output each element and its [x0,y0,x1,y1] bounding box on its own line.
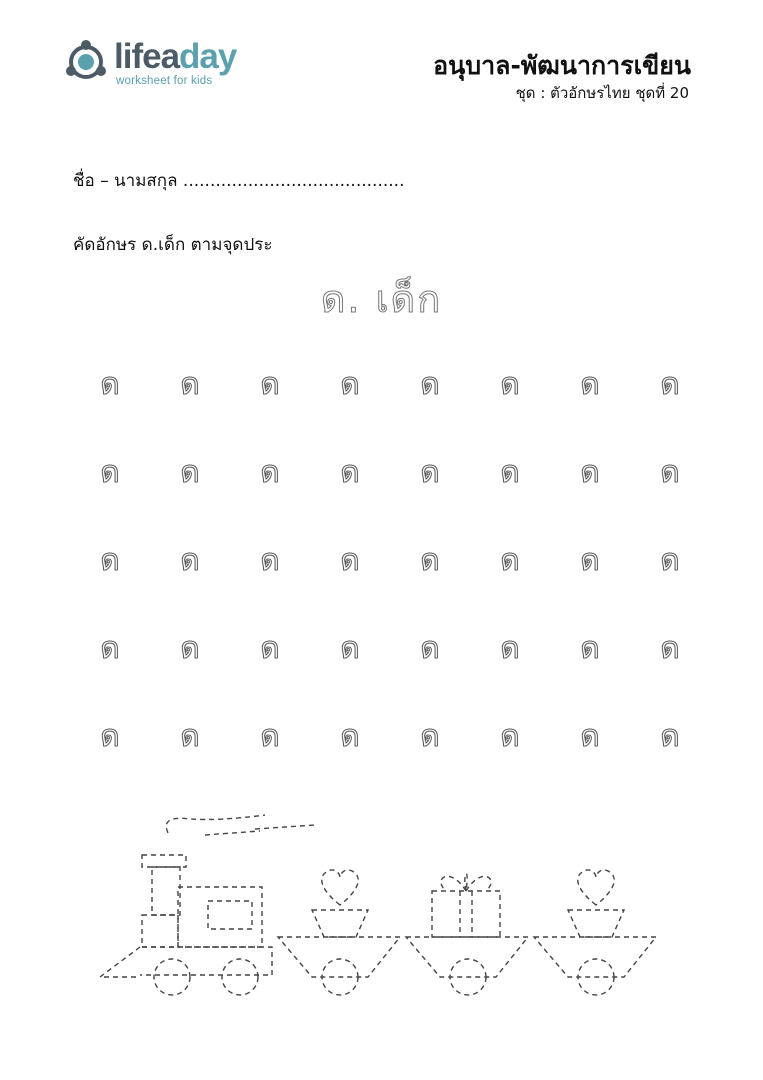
trace-letter: ด [420,543,440,578]
trace-row [70,707,710,795]
trace-letter: ด [180,543,200,578]
trace-letter: ด [580,719,600,754]
trace-row [70,355,710,443]
trace-letter: ด [500,631,520,666]
trace-letter: ด [580,455,600,490]
trace-letter: ด [580,631,600,666]
wagon-heart-2-icon [534,870,656,995]
trace-letter: ด [340,367,360,402]
trace-letter: ด [660,631,680,666]
trace-row [70,443,710,531]
trace-letter: ด [420,455,440,490]
worksheet-title: อนุบาล-พัฒนาการเขียน [433,51,691,80]
sample-letter-word: ด. เด็ก [320,277,443,321]
trace-letter: ด [340,543,360,578]
trace-letter: ด [500,719,520,754]
trace-letter: ด [260,719,280,754]
trace-row [70,531,710,619]
trace-letter: ด [180,631,200,666]
logo-mark-icon [62,38,110,86]
lifeaday-logo [62,36,262,92]
trace-letter: ด [260,631,280,666]
trace-letter: ด [180,719,200,754]
locomotive-icon [100,855,272,995]
trace-letter: ด [660,367,680,402]
tracing-grid [70,355,710,795]
trace-letter: ด [260,455,280,490]
wagon-heart-1-icon [278,870,400,995]
trace-letter: ด [580,543,600,578]
trace-letter: ด [260,543,280,578]
trace-letter: ด [340,631,360,666]
trace-letter: ด [180,455,200,490]
trace-letter: ด [100,719,120,754]
trace-letter: ด [660,455,680,490]
logo-wordmark-main: lifea [114,37,180,76]
logo-wordmark-accent: day [179,37,237,76]
trace-letter: ด [100,455,120,490]
train-tracing-illustration [90,805,670,1005]
trace-letter: ด [260,367,280,402]
trace-letter: ด [100,543,120,578]
trace-letter: ด [420,367,440,402]
trace-letter: ด [100,367,120,402]
trace-letter: ด [580,367,600,402]
logo-wordmark [114,38,236,76]
trace-letter: ด [500,367,520,402]
tracing-instruction: คัดอักษร ด.เด็ก ตามจุดประ [73,235,273,255]
trace-row [70,619,710,707]
trace-letter: ด [340,455,360,490]
trace-letter: ด [340,719,360,754]
trace-letter: ด [100,631,120,666]
trace-letter: ด [420,631,440,666]
trace-letter: ด [420,719,440,754]
logo-tagline: worksheet for kids [116,75,213,87]
name-field-line: ชื่อ – นามสกุล ......................................... [73,171,405,191]
trace-letter: ด [500,543,520,578]
trace-letter: ด [660,543,680,578]
wagon-gift-icon [406,874,528,995]
trace-letter: ด [180,367,200,402]
smoke-trail-icon [166,815,315,835]
trace-letter: ด [660,719,680,754]
trace-letter: ด [500,455,520,490]
worksheet-subtitle: ชุด : ตัวอักษรไทย ชุดที่ 20 [515,84,689,102]
